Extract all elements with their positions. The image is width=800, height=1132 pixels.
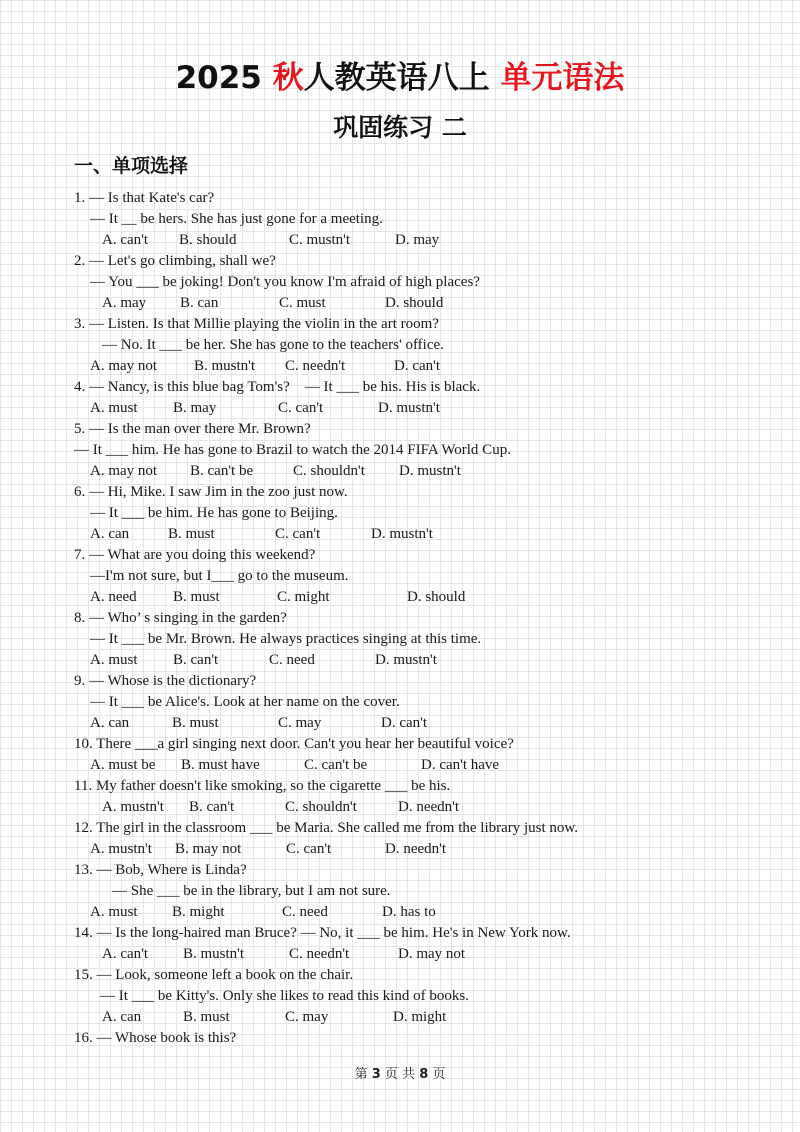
answer-option: D. needn't: [385, 841, 447, 857]
question-line: — It __ be hers. She has just gone for a meeting.: [90, 211, 383, 227]
answer-option: B. can't: [173, 652, 219, 668]
answer-option: B. might: [172, 904, 225, 920]
answer-option: B. must: [173, 589, 220, 605]
answer-option: C. may: [278, 715, 322, 731]
question-line: 7. — What are you doing this weekend?: [74, 547, 316, 563]
answer-option: A. must: [90, 904, 138, 920]
answer-option: D. might: [393, 1009, 447, 1025]
question-line: — It ___ be Mr. Brown. He always practices singing at this time.: [90, 631, 482, 647]
question-line: 15. — Look, someone left a book on the chair.: [74, 967, 354, 983]
page-footer: [0, 1066, 800, 1084]
answer-option: A. may: [102, 295, 147, 311]
question-line: — It ___ him. He has gone to Brazil to watch the 2014 FIFA World Cup.: [74, 442, 511, 458]
answer-option: A. need: [90, 589, 137, 605]
answer-option: A. can't: [102, 232, 149, 248]
answer-option: C. must: [279, 295, 326, 311]
answer-option: C. might: [277, 589, 330, 605]
section-heading: 一、单项选择: [74, 155, 189, 177]
answer-option: C. can't: [286, 841, 332, 857]
answer-option: B. should: [179, 232, 237, 248]
footer-suffix: 页: [432, 1067, 446, 1082]
answer-option: A. mustn't: [90, 841, 152, 857]
answer-option: B. can't be: [190, 463, 254, 479]
answer-option: C. mustn't: [289, 232, 351, 248]
answer-option: A. may not: [90, 358, 158, 374]
question-line: 6. — Hi, Mike. I saw Jim in the zoo just now.: [74, 484, 348, 500]
question-line: 12. The girl in the classroom ___ be Maria. She called me from the library just now.: [74, 820, 579, 836]
answer-option: D. mustn't: [375, 652, 437, 668]
answer-option: B. may: [173, 400, 217, 416]
answer-option: B. mustn't: [194, 358, 256, 374]
answer-option: D. may: [395, 232, 440, 248]
question-line: — She ___ be in the library, but I am not sure.: [112, 883, 391, 899]
answer-option: B. must: [168, 526, 215, 542]
answer-option: B. must: [183, 1009, 230, 1025]
answer-option: A. must: [90, 400, 138, 416]
title-black: 人教英语八上: [303, 60, 490, 96]
answer-option: C. can't: [278, 400, 324, 416]
answer-option: D. should: [385, 295, 444, 311]
answer-option: B. mustn't: [183, 946, 245, 962]
answer-option: A. can: [90, 715, 130, 731]
answer-option: A. can't: [102, 946, 149, 962]
answer-option: C. need: [269, 652, 315, 668]
question-line: 4. — Nancy, is this blue bag Tom's? — It ___ be his. His is black.: [74, 379, 481, 395]
question-line: 11. My father doesn't like smoking, so the cigarette ___ be his.: [74, 778, 451, 794]
answer-option: D. can't have: [421, 757, 500, 773]
answer-option: A. mustn't: [102, 799, 164, 815]
answer-option: C. shouldn't: [285, 799, 357, 815]
question-line: — It ___ be Alice's. Look at her name on the cover.: [90, 694, 400, 710]
answer-option: A. must: [90, 652, 138, 668]
answer-option: A. must be: [90, 757, 156, 773]
question-line: — It ___ be Kitty's. Only she likes to read this kind of books.: [100, 988, 469, 1004]
question-line: 3. — Listen. Is that Millie playing the violin in the art room?: [74, 316, 439, 332]
question-line: —I'm not sure, but I___ go to the museum.: [90, 568, 349, 584]
answer-option: D. has to: [382, 904, 436, 920]
question-line: 5. — Is the man over there Mr. Brown?: [74, 421, 311, 437]
question-line: 2. — Let's go climbing, shall we?: [74, 253, 276, 269]
answer-option: C. shouldn't: [293, 463, 365, 479]
page-title: [0, 56, 800, 100]
question-line: 8. — Who’ s singing in the garden?: [74, 610, 287, 626]
answer-option: C. may: [285, 1009, 329, 1025]
question-line: — It ___ be him. He has gone to Beijing.: [90, 505, 338, 521]
answer-option: C. can't: [275, 526, 321, 542]
answer-option: B. may not: [175, 841, 242, 857]
answer-option: D. mustn't: [371, 526, 433, 542]
footer-middle: 页 共: [384, 1067, 416, 1082]
question-line: 10. There ___a girl singing next door. Can't you hear her beautiful voice?: [74, 736, 514, 752]
page-subtitle: 巩固练习 二: [333, 113, 467, 142]
answer-option: B. must have: [181, 757, 260, 773]
question-line: 16. — Whose book is this?: [74, 1030, 237, 1046]
title-red-1: 秋: [272, 60, 304, 96]
question-line: — No. It ___ be her. She has gone to the teachers' office.: [102, 337, 444, 353]
question-line: 9. — Whose is the dictionary?: [74, 673, 257, 689]
footer-prefix: 第: [354, 1067, 368, 1082]
answer-option: D. can't: [381, 715, 428, 731]
footer-current-page: 3: [371, 1067, 381, 1082]
answer-option: C. needn't: [289, 946, 350, 962]
answer-option: D. can't: [394, 358, 441, 374]
answer-option: B. must: [172, 715, 219, 731]
answer-option: B. can't: [189, 799, 235, 815]
question-line: 1. — Is that Kate's car?: [74, 190, 215, 206]
answer-option: C. needn't: [285, 358, 346, 374]
answer-option: B. can: [180, 295, 219, 311]
question-line: 14. — Is the long-haired man Bruce? — No, it ___ be him. He's in New York now.: [74, 925, 571, 941]
answer-option: C. can't be: [304, 757, 368, 773]
answer-option: D. may not: [398, 946, 466, 962]
footer-total-pages: 8: [419, 1067, 429, 1082]
answer-option: D. mustn't: [378, 400, 440, 416]
answer-option: C. need: [282, 904, 328, 920]
answer-option: A. may not: [90, 463, 158, 479]
question-line: — You ___ be joking! Don't you know I'm afraid of high places?: [90, 274, 480, 290]
title-year: 2025: [175, 60, 262, 96]
answer-option: D. mustn't: [399, 463, 461, 479]
title-red-2: 单元语法: [500, 60, 625, 96]
answer-option: D. needn't: [398, 799, 460, 815]
question-line: 13. — Bob, Where is Linda?: [74, 862, 247, 878]
answer-option: A. can: [102, 1009, 142, 1025]
answer-option: D. should: [407, 589, 466, 605]
answer-option: A. can: [90, 526, 130, 542]
